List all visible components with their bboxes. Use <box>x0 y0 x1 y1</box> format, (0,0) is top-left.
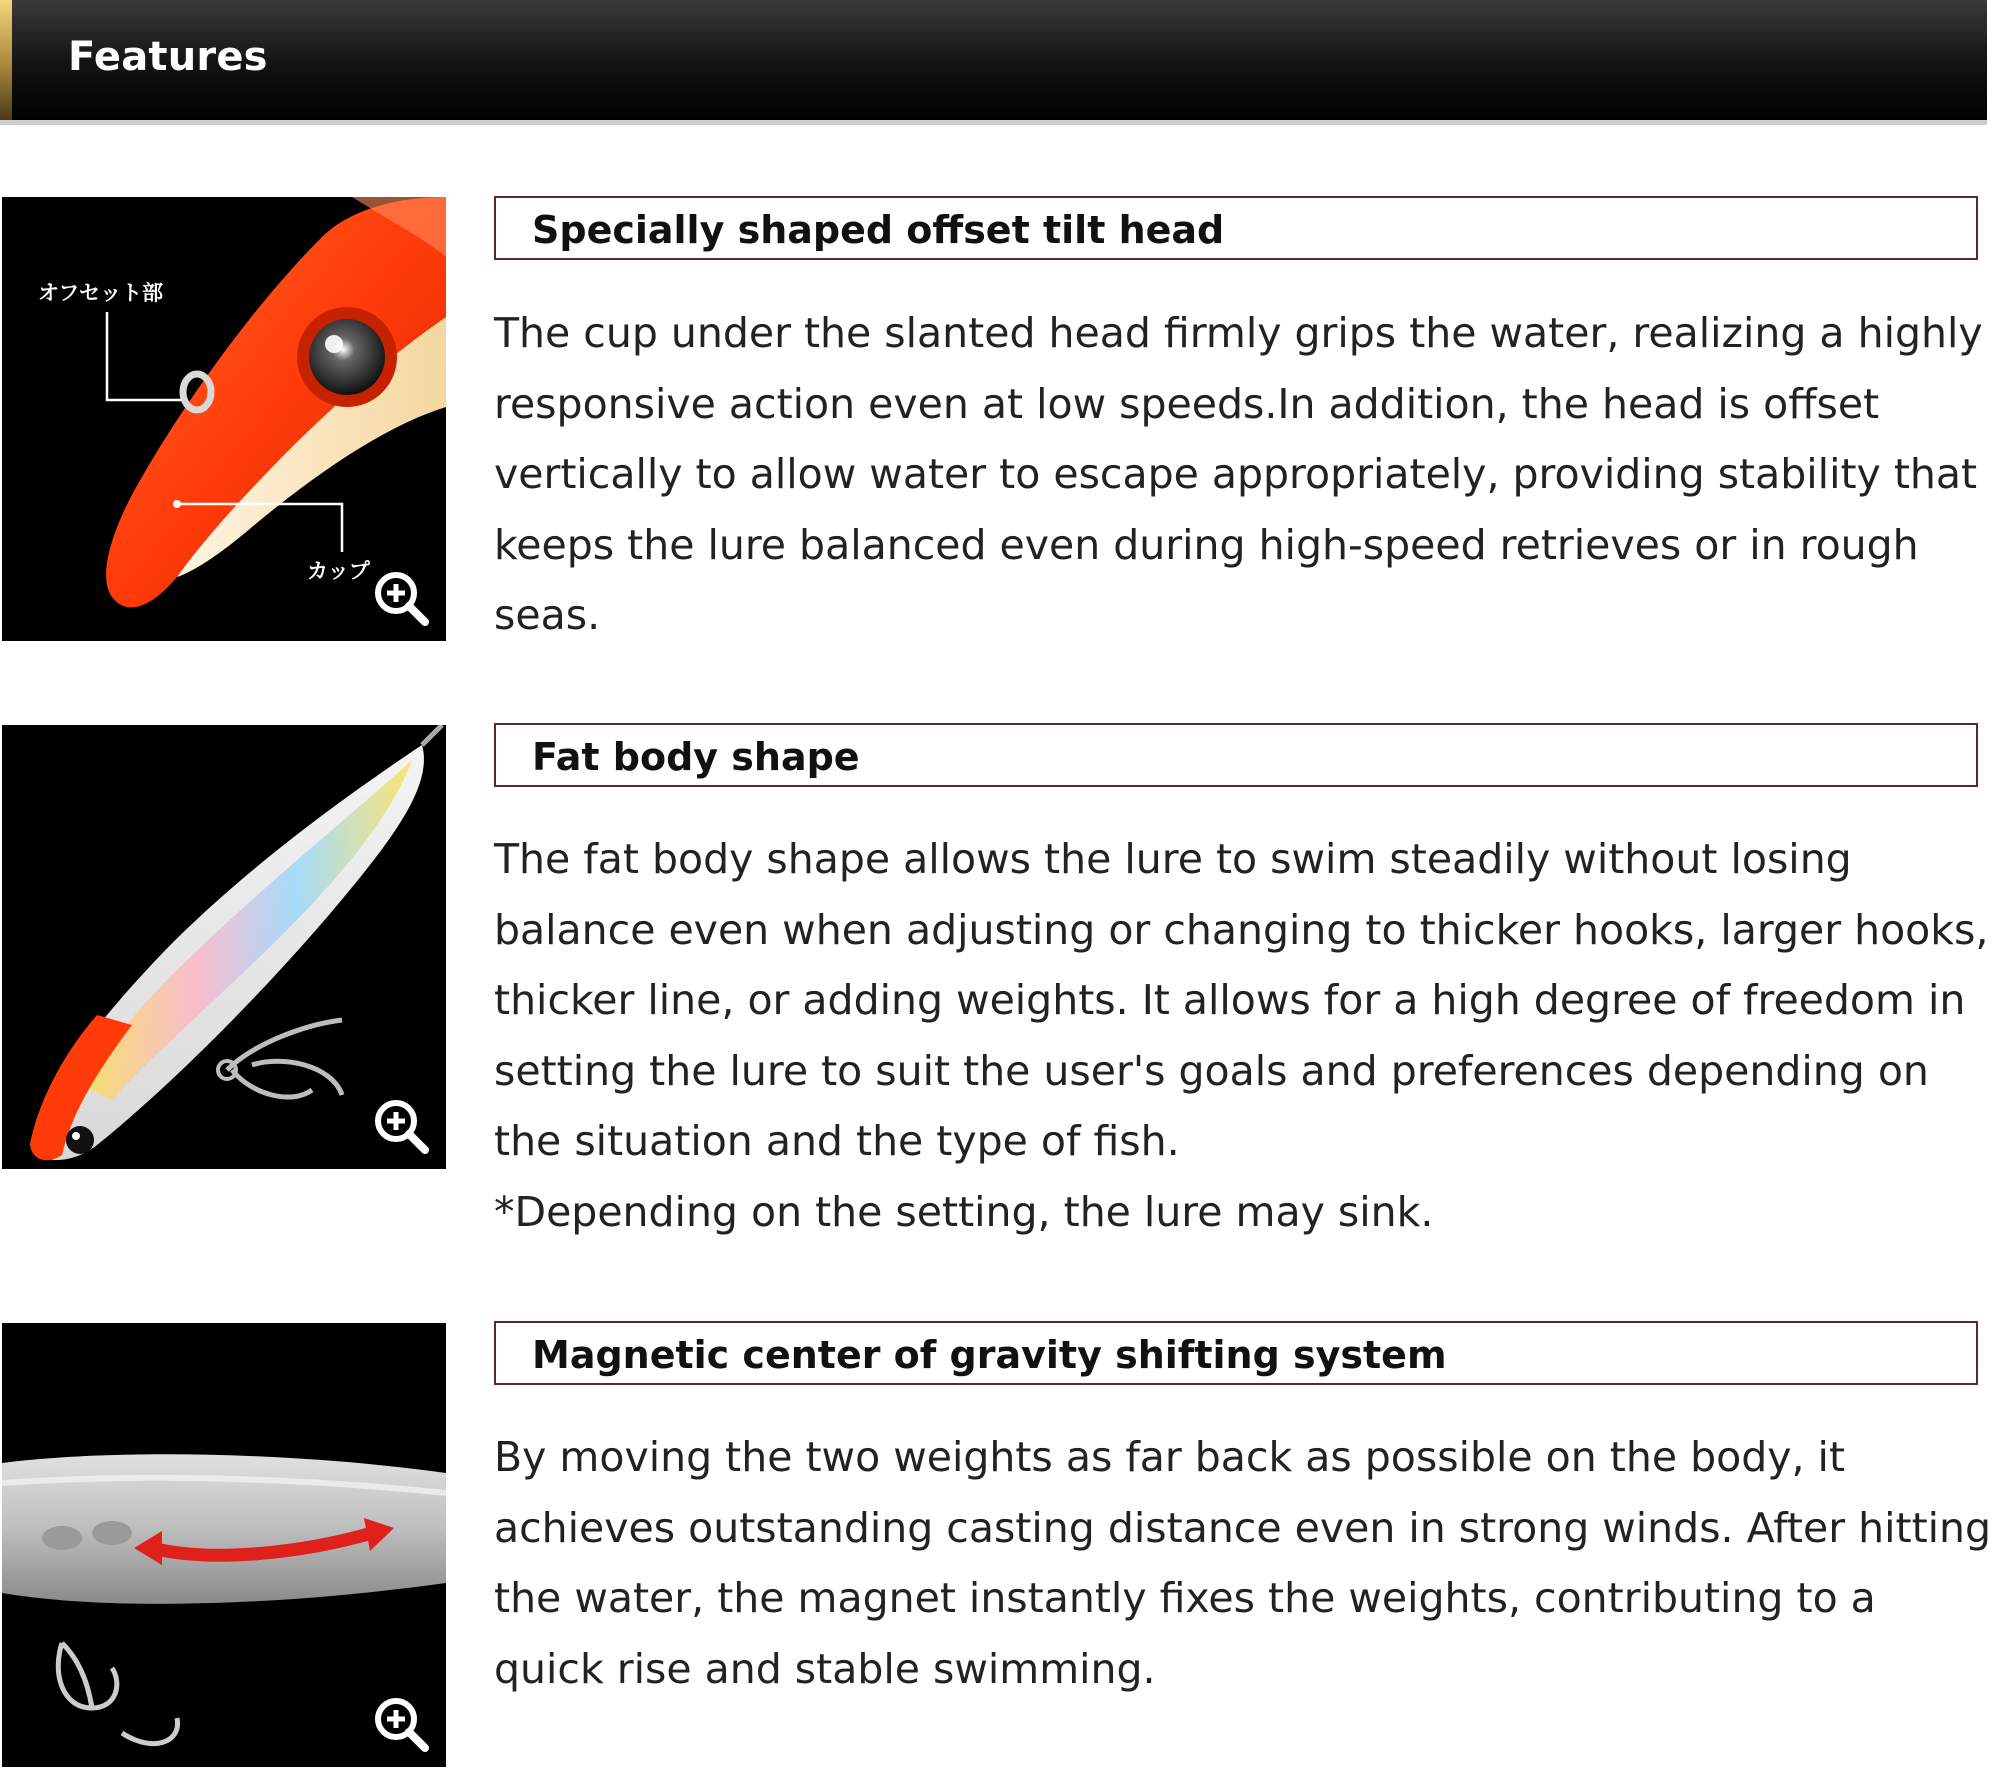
feature-description-3 <box>494 1422 1994 1704</box>
zoom-in-icon[interactable] <box>372 1695 430 1753</box>
feature-heading-box-3 <box>494 1321 1978 1385</box>
zoom-in-icon[interactable] <box>372 569 430 627</box>
feature-text: The fat body shape allows the lure to swim steadily without losing balance even when adjusting or changing to thicker hooks, larger hooks, thicker line, or adding weights. It allows for a high degree of freedom in setting the lure to suit the user's goals and preferences depending on the situation and the type of fish. <box>494 835 1989 1165</box>
zoom-in-icon[interactable] <box>372 1097 430 1155</box>
features-header <box>0 0 1987 125</box>
feature-heading: Specially shaped offset tilt head <box>532 208 1225 252</box>
feature-heading: Fat body shape <box>532 735 860 779</box>
feature-image-magnetic-system[interactable] <box>2 1323 446 1767</box>
feature-description-1 <box>494 298 1994 651</box>
feature-heading: Magnetic center of gravity shifting system <box>532 1333 1447 1377</box>
feature-description-2 <box>494 824 1994 1247</box>
header-accent-stripe <box>0 0 12 120</box>
feature-note: *Depending on the setting, the lure may sink. <box>494 1187 1434 1236</box>
feature-heading-box-1 <box>494 196 1978 260</box>
page-title: Features <box>68 34 268 80</box>
annotation-cup: カップ <box>307 559 370 583</box>
feature-image-offset-tilt-head[interactable] <box>2 197 446 641</box>
annotation-offset-part: オフセット部 <box>38 281 164 305</box>
feature-text: The cup under the slanted head firmly grips the water, realizing a highly responsive action even at low speeds.In addition, the head is offset vertically to allow water to escape appropriately, providing stability that keeps the lure balanced even during high-speed retrieves or in rough seas. <box>494 309 1983 639</box>
feature-text: By moving the two weights as far back as possible on the body, it achieves outstanding casting distance even in strong winds. After hitting the water, the magnet instantly fixes the weights, contributing to a quick rise and stable swimming. <box>494 1433 1992 1693</box>
feature-heading-box-2 <box>494 723 1978 787</box>
feature-image-fat-body[interactable] <box>2 725 446 1169</box>
